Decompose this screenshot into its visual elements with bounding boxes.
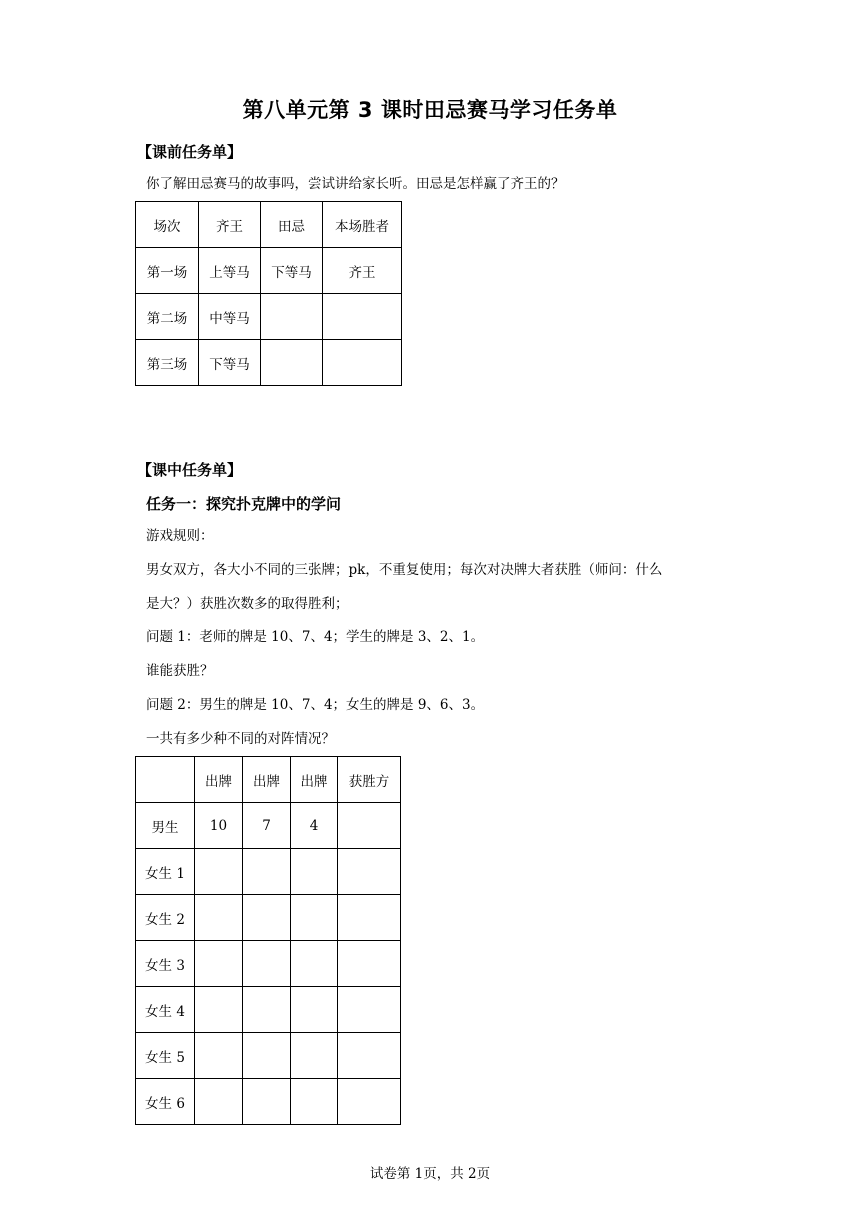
table-cell xyxy=(323,340,402,386)
question-2: 问题 2：男生的牌是 10、7、4；女生的牌是 9、6、3。 xyxy=(146,697,485,713)
table-row xyxy=(136,1033,401,1079)
table-cell: 女生 6 xyxy=(136,1079,195,1125)
table-cell xyxy=(291,941,338,987)
in-class-heading: 【课中任务单】 xyxy=(137,461,243,479)
table-cell xyxy=(291,1033,338,1079)
table-cell xyxy=(338,803,401,849)
table-cell xyxy=(195,1033,243,1079)
table-row xyxy=(136,849,401,895)
table-cell xyxy=(323,294,402,340)
table-cell xyxy=(195,941,243,987)
table-cell: 中等马 xyxy=(199,294,261,340)
rules-line: 是大？）获胜次数多的取得胜利； xyxy=(146,596,349,612)
table-cell xyxy=(195,1079,243,1125)
page-title: 第八单元第 3 课时田忌赛马学习任务单 xyxy=(242,98,618,122)
table-cell xyxy=(243,941,291,987)
table-cell xyxy=(195,987,243,1033)
table-cell: 下等马 xyxy=(199,340,261,386)
pre-class-question: 你了解田忌赛马的故事吗，尝试讲给家长听。田忌是怎样赢了齐王的？ xyxy=(146,176,565,192)
table-header-cell: 获胜方 xyxy=(338,757,401,803)
table-cell xyxy=(243,1033,291,1079)
table-row xyxy=(136,1079,401,1125)
table-cell xyxy=(261,340,323,386)
table-cell xyxy=(338,941,401,987)
table-cell: 第三场 xyxy=(136,340,199,386)
table-cell: 4 xyxy=(291,803,338,849)
rules-line: 男女双方，各大小不同的三张牌；pk，不重复使用；每次对决牌大者获胜（师问：什么 xyxy=(146,562,663,578)
question-1-ask: 谁能获胜？ xyxy=(146,663,214,679)
table-cell: 上等马 xyxy=(199,248,261,294)
table-header-cell: 出牌 xyxy=(195,757,243,803)
table-row xyxy=(136,294,402,340)
table-header-cell: 出牌 xyxy=(243,757,291,803)
table-row xyxy=(136,340,402,386)
table-cell xyxy=(338,895,401,941)
table-cell xyxy=(243,849,291,895)
horse-race-table xyxy=(135,201,402,386)
table-cell: 女生 5 xyxy=(136,1033,195,1079)
page-footer: 试卷第 1页，共 2页 xyxy=(369,1166,491,1182)
table-cell xyxy=(195,895,243,941)
table-cell xyxy=(261,294,323,340)
table-cell: 下等马 xyxy=(261,248,323,294)
table-header-cell: 出牌 xyxy=(291,757,338,803)
table-header-cell: 本场胜者 xyxy=(323,202,402,248)
table-header-cell xyxy=(136,757,195,803)
table-header-cell: 场次 xyxy=(136,202,199,248)
table-header-cell: 齐王 xyxy=(199,202,261,248)
table-cell: 女生 2 xyxy=(136,895,195,941)
table-cell xyxy=(291,849,338,895)
table-row xyxy=(136,248,402,294)
table-cell: 第二场 xyxy=(136,294,199,340)
table-cell xyxy=(338,1033,401,1079)
table-cell xyxy=(291,1079,338,1125)
pre-class-heading: 【课前任务单】 xyxy=(137,143,243,161)
table-row xyxy=(136,941,401,987)
table-cell: 10 xyxy=(195,803,243,849)
table-header-cell: 田忌 xyxy=(261,202,323,248)
table-row xyxy=(136,987,401,1033)
question-1: 问题 1：老师的牌是 10、7、4；学生的牌是 3、2、1。 xyxy=(146,629,485,645)
table-row xyxy=(136,803,401,849)
question-2-ask: 一共有多少种不同的对阵情况？ xyxy=(146,731,335,747)
table-cell: 7 xyxy=(243,803,291,849)
table-cell xyxy=(338,987,401,1033)
card-match-table xyxy=(135,756,401,1125)
table-row xyxy=(136,895,401,941)
table-cell xyxy=(291,895,338,941)
table-cell: 第一场 xyxy=(136,248,199,294)
rules-label: 游戏规则： xyxy=(146,528,214,544)
table-cell: 齐王 xyxy=(323,248,402,294)
table-cell xyxy=(338,849,401,895)
table-cell: 女生 1 xyxy=(136,849,195,895)
table-cell: 女生 3 xyxy=(136,941,195,987)
task1-title: 任务一：探究扑克牌中的学问 xyxy=(146,495,342,513)
table-header-row xyxy=(136,202,402,248)
table-header-row xyxy=(136,757,401,803)
table-cell xyxy=(243,1079,291,1125)
table-cell xyxy=(243,895,291,941)
table-cell xyxy=(195,849,243,895)
table-cell xyxy=(243,987,291,1033)
table-cell: 女生 4 xyxy=(136,987,195,1033)
table-cell xyxy=(291,987,338,1033)
table-cell: 男生 xyxy=(136,803,195,849)
table-cell xyxy=(338,1079,401,1125)
